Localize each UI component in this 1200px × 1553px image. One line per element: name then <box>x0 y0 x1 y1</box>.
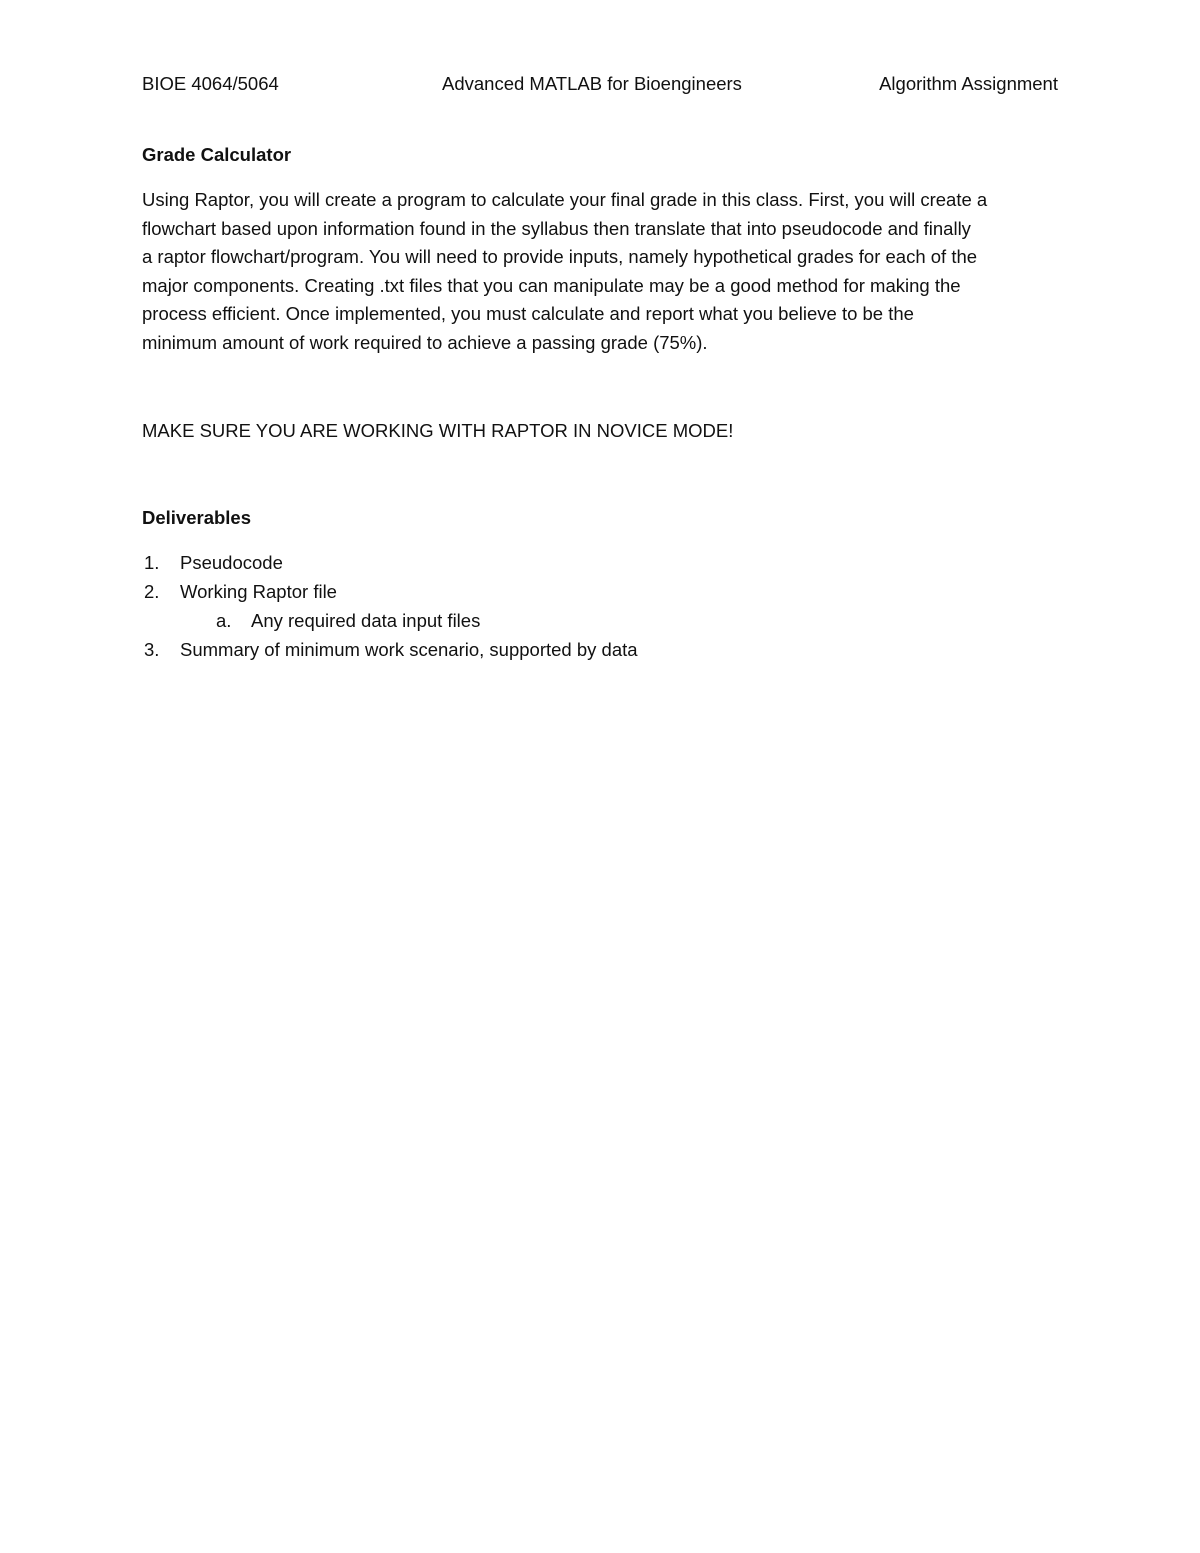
paragraph-line: process efficient. Once implemented, you must calculate and report what you believe to be the <box>142 303 914 324</box>
header-title: Advanced MATLAB for Bioengineers <box>442 73 742 94</box>
grade-calculator-paragraph <box>142 186 1072 357</box>
list-item-text: Pseudocode <box>180 552 283 573</box>
header-assignment: Algorithm Assignment <box>879 73 1058 94</box>
paragraph-line: major components. Creating .txt files that you can manipulate may be a good method for making the <box>142 274 961 296</box>
paragraph-line: a raptor flowchart/program. You will need to provide inputs, namely hypothetical grades for each of the <box>142 246 978 267</box>
deliverables-heading: Deliverables <box>142 507 252 528</box>
list-marker: 2. <box>144 581 160 602</box>
list-item-text: Working Raptor file <box>180 581 337 602</box>
novice-mode-warning: MAKE SURE YOU ARE WORKING WITH RAPTOR IN NOVICE MODE! <box>142 420 734 441</box>
list-item-text: Summary of minimum work scenario, supported by data <box>180 639 638 660</box>
paragraph-line: minimum amount of work required to achieve a passing grade (75%). <box>142 331 708 353</box>
paragraph-line: flowchart based upon information found in the syllabus then translate that into pseudocode and finally <box>142 217 971 239</box>
list-item-text: Any required data input files <box>251 610 481 631</box>
paragraph-line: Using Raptor, you will create a program to calculate your final grade in this class. First, you will create a <box>142 189 988 210</box>
header-course: BIOE 4064/5064 <box>142 73 279 94</box>
list-marker: a. <box>216 610 232 631</box>
grade-calculator-heading: Grade Calculator <box>142 144 292 165</box>
page-header <box>142 72 1058 96</box>
list-marker: 3. <box>144 639 160 660</box>
list-marker: 1. <box>144 552 160 573</box>
